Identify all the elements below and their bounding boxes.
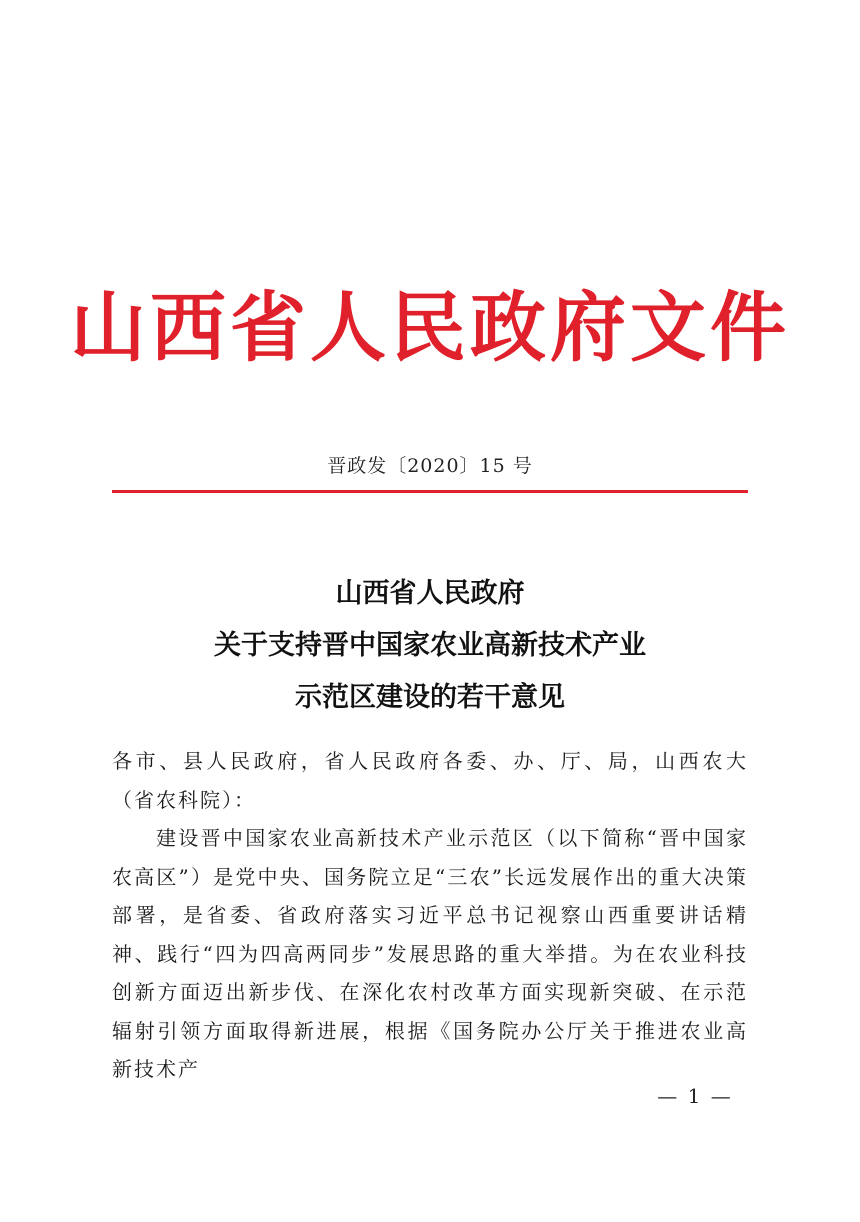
page-number: — 1 — (657, 1084, 733, 1108)
document-body (112, 742, 748, 1089)
document-masthead: 山西省人民政府文件 (70, 283, 790, 372)
title-line-2: 关于支持晋中国家农业高新技术产业 (214, 630, 646, 661)
title-line-1: 山西省人民政府 (335, 578, 525, 609)
document-title (0, 568, 860, 724)
title-line-3: 示范区建设的若干意见 (295, 682, 565, 713)
addressee-line: 各市、县人民政府，省人民政府各委、办、厅、局，山西农大（省农科院）： (112, 749, 748, 812)
red-divider-line (112, 490, 748, 493)
body-paragraph: 建设晋中国家农业高新技术产业示范区（以下简称“晋中国家农高区”）是党中央、国务院立足“三农”长远发展作出的重大决策部署，是省委、省政府落实习近平总书记视察山西重要讲话精神、践行“四为四高两同步”发展思路的重大举措。为在农业科技创新方面迈出新步伐、在深化农村改革方面实现新突破、在示范辐射引领方面取得新进展，根据《国务院办公厅关于推进农业高新技术产 (112, 826, 748, 1081)
document-number: 晋政发〔2020〕15 号 (327, 455, 533, 477)
